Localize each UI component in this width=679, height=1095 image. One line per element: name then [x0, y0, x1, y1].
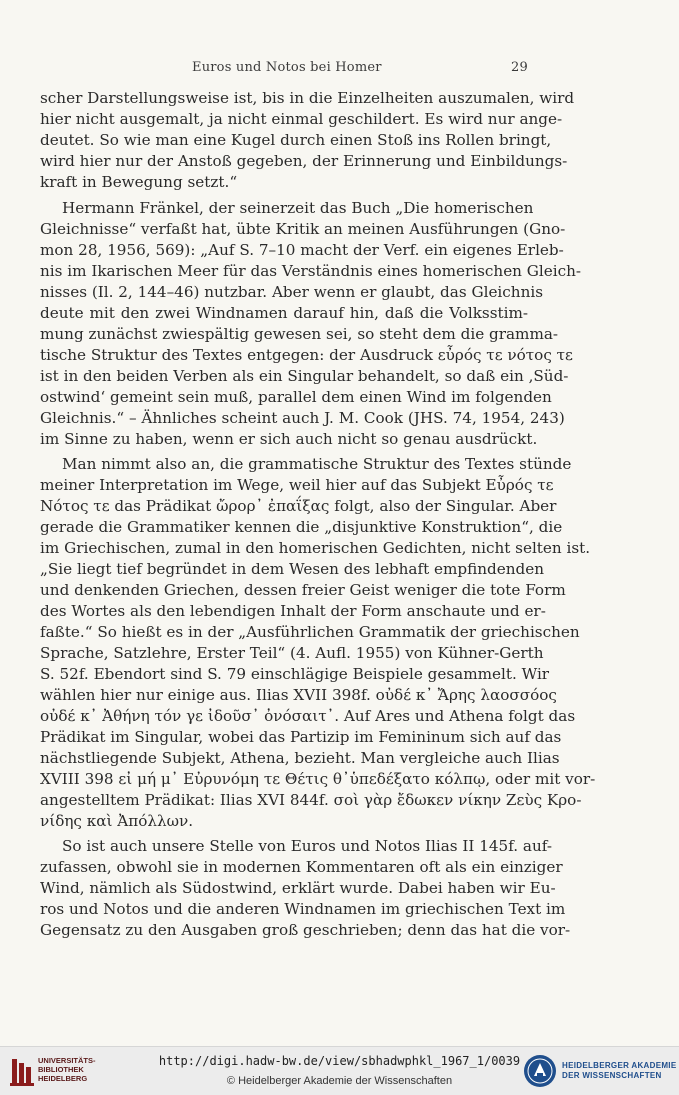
- text-line: scher Darstellungsweise ist, bis in die Einzelheiten auszumalen, wird: [40, 89, 575, 107]
- text-line: wird hier nur der Anstoß gegeben, der Erinnerung und Einbildungs-: [40, 152, 568, 170]
- text-line: Man nimmt also an, die grammatische Struktur des Textes stünde: [62, 455, 572, 473]
- text-line: kraft in Bewegung setzt.“: [40, 173, 238, 191]
- text-line: gerade die Grammatiker kennen die „disjunktive Konstruktion“, die: [40, 518, 563, 536]
- text-line: Gegensatz zu den Ausgaben groß geschrieben; denn das hat die vor-: [40, 921, 571, 939]
- academy-seal-icon[interactable]: [523, 1054, 557, 1088]
- text-line: nisses (Il. 2, 144–46) nutzbar. Aber wenn er glaubt, das Gleichnis: [40, 283, 544, 301]
- text-line: deutet. So wie man eine Kugel durch einen Stoß ins Rollen bringt,: [40, 131, 552, 149]
- text-line: Νότος τε das Prädikat ὤρορ᾽ ἐπαΐξας folgt, also der Singular. Aber: [40, 497, 557, 515]
- text-line: οὐδέ κ᾽ Ἀθήνη τόν γε ἰδοῦσ᾽ ὀνόσαιτ᾽. Auf Ares und Athena folgt das: [40, 707, 576, 725]
- text-line: angestelltem Prädikat: Ilias XVI 844f. σοὶ γὰρ ἔδωκεν νίκην Ζεὺς Κρο-: [40, 791, 582, 809]
- text-line: des Wortes als den lebendigen Inhalt der Form anschaute und er-: [40, 602, 546, 620]
- text-line: Gleichnis.“ – Ähnliches scheint auch J. M. Cook (JHS. 74, 1954, 243): [40, 409, 565, 427]
- academy-name-line: DER WISSENSCHAFTEN: [562, 1071, 662, 1080]
- academy-name[interactable]: [562, 1061, 676, 1081]
- text-line: νίδης καὶ Ἀπόλλων.: [40, 812, 194, 830]
- text-line: Hermann Fränkel, der seinerzeit das Buch „Die homerischen: [62, 199, 534, 217]
- library-name-line: BIBLIOTHEK: [38, 1065, 84, 1074]
- text-line: und denkenden Griechen, dessen freier Geist weniger die tote Form: [40, 581, 566, 599]
- viewer-footer: [0, 1046, 679, 1095]
- text-line: ostwind‘ gemeint sein muß, parallel dem einen Wind im folgenden: [40, 388, 552, 406]
- library-name-line: HEIDELBERG: [38, 1074, 88, 1083]
- text-line: So ist auch unsere Stelle von Euros und Notos Ilias II 145f. auf-: [62, 837, 552, 855]
- text-line: ist in den beiden Verben als ein Singular behandelt, so daß ein ‚Süd-: [40, 367, 569, 385]
- text-line: deute mit den zwei Windnamen darauf hin, daß die Volksstim-: [40, 304, 528, 322]
- text-line: Prädikat im Singular, wobei das Partizip im Femininum sich auf das: [40, 728, 562, 746]
- running-title: Euros und Notos bei Homer: [192, 60, 382, 75]
- text-line: nächstliegende Subjekt, Athena, bezieht. Man vergleiche auch Ilias: [40, 749, 560, 767]
- text-line: nis im Ikarischen Meer für das Verständnis eines homerischen Gleich-: [40, 262, 582, 280]
- text-line: ros und Notos und die anderen Windnamen im griechischen Text im: [40, 900, 566, 918]
- copyright-notice: © Heidelberger Akademie der Wissenschaften: [226, 1075, 453, 1087]
- text-line: hier nicht ausgemalt, ja nicht einmal geschildert. Es wird nur ange-: [40, 110, 563, 128]
- text-line: wählen hier nur einige aus. Ilias XVII 398f. οὐδέ κ᾽ Ἄρης λαοσσόος: [40, 686, 557, 704]
- page-number: 29: [511, 60, 528, 75]
- text-line: XVIII 398 εἰ μή μ᾽ Εὐρυνόμη τε Θέτις θ᾽ὑπεδέξατο κόλπῳ, oder mit vor-: [40, 770, 596, 788]
- library-name-line: UNIVERSITÄTS-: [38, 1056, 96, 1065]
- text-line: S. 52f. Ebendort sind S. 79 einschlägige Beispiele gesammelt. Wir: [40, 665, 550, 683]
- text-line: meiner Interpretation im Wege, weil hier auf das Subjekt Εὖρός τε: [40, 476, 554, 494]
- text-line: faßte.“ So hießt es in der „Ausführlichen Grammatik der griechischen: [40, 623, 580, 641]
- text-line: mon 28, 1956, 569): „Auf S. 7–10 macht der Verf. ein eigenes Erleb-: [40, 241, 564, 259]
- text-line: tische Struktur des Textes entgegen: der Ausdruck εὖρός τε νότος τε: [40, 346, 573, 364]
- academy-name-line: HEIDELBERGER AKADEMIE: [562, 1061, 677, 1070]
- text-line: zufassen, obwohl sie in modernen Kommentaren oft als ein einziger: [40, 858, 563, 876]
- text-line: Wind, nämlich als Südostwind, erklärt wurde. Dabei haben wir Eu-: [40, 879, 556, 897]
- text-line: „Sie liegt tief begründet in dem Wesen des lebhaft empfindenden: [40, 560, 545, 578]
- text-line: mung zunächst zwiespältig gewesen sei, so steht dem die gramma-: [40, 325, 559, 343]
- text-line: im Sinne zu haben, wenn er sich auch nicht so genau ausdrückt.: [40, 430, 538, 448]
- text-line: im Griechischen, zumal in den homerischen Gedichten, nicht selten ist.: [40, 539, 591, 557]
- text-line: Gleichnisse“ verfaßt hat, übte Kritik an meinen Ausführungen (Gno-: [40, 220, 566, 238]
- text-line: Sprache, Satzlehre, Erster Teil“ (4. Aufl. 1955) von Kühner-Gerth: [40, 644, 544, 662]
- permalink-url[interactable]: http://digi.hadw-bw.de/view/sbhadwphkl_1967_1/0039: [158, 1054, 521, 1068]
